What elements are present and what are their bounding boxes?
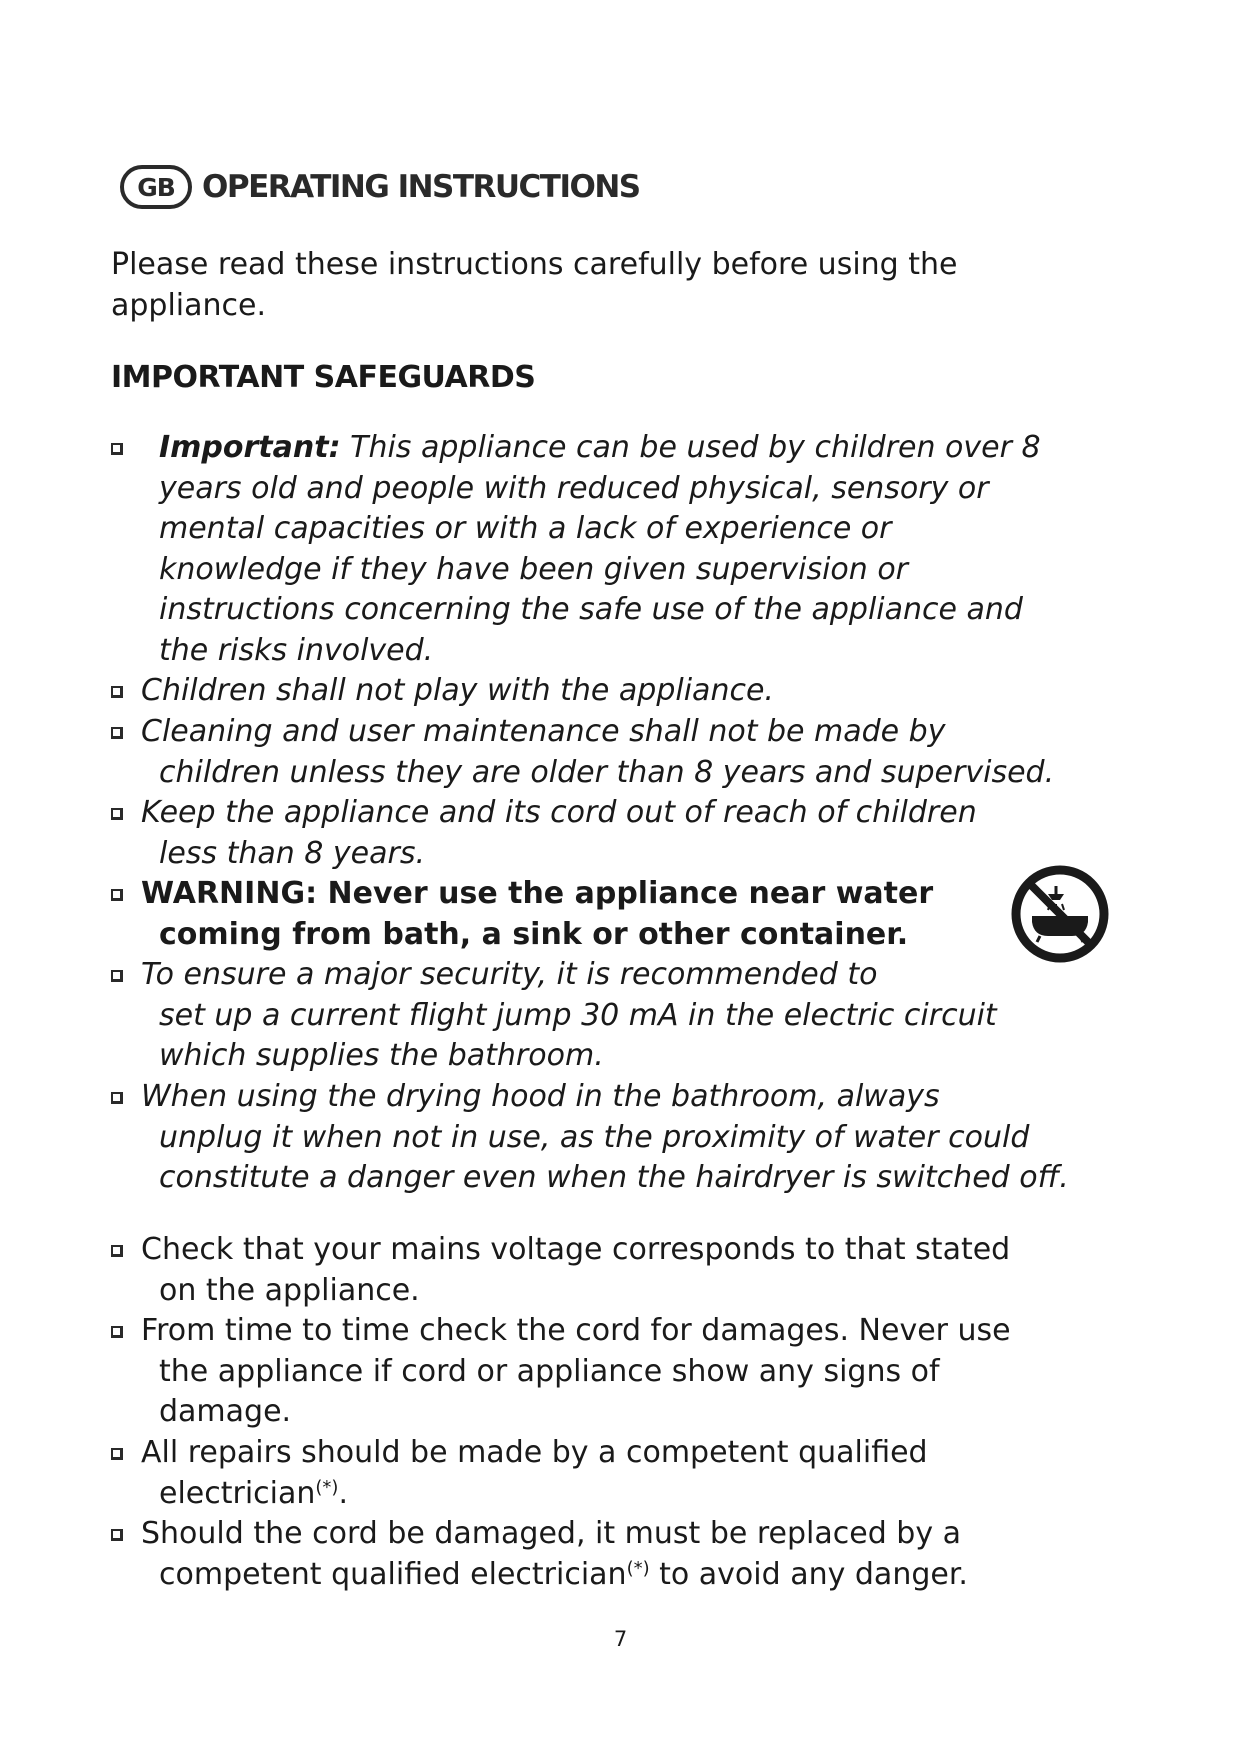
intro-line-2: appliance.	[111, 288, 267, 323]
list-item-line: years old and people with reduced physical, sensory or	[159, 470, 989, 506]
list-item-line: less than 8 years.	[159, 835, 426, 871]
list-item-text: This appliance can be used by children over 8	[340, 430, 1041, 465]
list-item-line: All repairs should be made by a competent qualified	[141, 1435, 928, 1470]
checkbox-bullet-icon	[111, 1092, 123, 1104]
list-item-cord-damaged	[111, 1514, 1131, 1595]
checkbox-bullet-icon	[111, 808, 123, 820]
list-item-drying-hood	[111, 1077, 1131, 1199]
header-title: OPERATING INSTRUCTIONS	[202, 169, 640, 205]
list-item-line: Should the cord be damaged, it must be replaced by a	[141, 1516, 962, 1551]
list-item-repairs	[111, 1433, 1131, 1514]
list-item-line: instructions concerning the safe use of the appliance and	[159, 592, 1023, 627]
list-item-line: set up a current flight jump 30 mA in the electric circuit	[159, 997, 997, 1033]
list-item-cleaning	[111, 712, 1131, 793]
checkbox-bullet-icon	[111, 889, 123, 901]
checkbox-bullet-icon	[111, 970, 123, 982]
list-item-children-play	[111, 671, 1131, 712]
list-item-text: to avoid any danger.	[649, 1556, 968, 1592]
warning-line: coming from bath, a sink or other container.	[159, 916, 909, 952]
list-item-line: on the appliance.	[159, 1272, 420, 1308]
list-item-line: When using the drying hood in the bathroom, always	[141, 1079, 940, 1114]
gb-badge: GB	[120, 165, 192, 209]
list-item-line: From time to time check the cord for damages. Never use	[141, 1313, 1011, 1348]
list-item-line: To ensure a major security, it is recommended to	[141, 957, 878, 992]
footnote-marker: (*)	[626, 1557, 650, 1579]
checkbox-bullet-icon	[111, 1245, 123, 1257]
list-item-line: Children shall not play with the appliance.	[141, 673, 774, 708]
list-item-line: knowledge if they have been given supervision or	[159, 551, 909, 587]
list-item-text: .	[338, 1475, 348, 1511]
list-item-line	[111, 1474, 1131, 1515]
document-header	[120, 160, 640, 214]
warning-line: WARNING: Never use the appliance near water	[141, 876, 934, 911]
list-item-line: mental capacities or with a lack of experience or	[159, 511, 892, 546]
intro-paragraph	[111, 244, 1071, 326]
checkbox-bullet-icon	[111, 1326, 123, 1338]
list-item-text: competent qualified electrician	[159, 1556, 627, 1592]
list-item-line	[111, 1555, 1131, 1596]
list-item-important	[111, 428, 1131, 671]
list-item-line: the risks involved.	[159, 632, 434, 668]
list-item-line	[111, 428, 1131, 469]
intro-line-1: Please read these instructions carefully before using the	[111, 247, 958, 282]
checkbox-bullet-icon	[111, 727, 123, 739]
list-item-line: constitute a danger even when the hairdryer is switched off.	[159, 1160, 1069, 1195]
footnote-marker: (*)	[315, 1476, 339, 1498]
list-item-line: unplug it when not in use, as the proximity of water could	[159, 1119, 1030, 1155]
list-item-line: Cleaning and user maintenance shall not be made by	[141, 714, 946, 749]
list-item-voltage	[111, 1230, 1131, 1311]
list-item-line: Check that your mains voltage corresponds to that stated	[141, 1232, 1011, 1267]
checkbox-bullet-icon	[111, 1448, 123, 1460]
list-item-line: children unless they are older than 8 years and supervised.	[159, 754, 1055, 790]
list-item-line: the appliance if cord or appliance show any signs of	[159, 1353, 940, 1389]
section-title: IMPORTANT SAFEGUARDS	[111, 360, 536, 395]
page-number: 7	[613, 1627, 628, 1651]
list-item-line: damage.	[159, 1394, 292, 1429]
list-item-cord-check	[111, 1311, 1131, 1433]
important-label: Important:	[159, 430, 341, 465]
no-bath-water-icon	[1010, 864, 1110, 964]
checkbox-bullet-icon	[111, 443, 123, 455]
list-item-text: electrician	[159, 1475, 316, 1511]
list-item-security	[111, 955, 1131, 1077]
list-item-line: Keep the appliance and its cord out of reach of children	[141, 795, 977, 830]
checkbox-bullet-icon	[111, 1529, 123, 1541]
checkbox-bullet-icon	[111, 686, 123, 698]
list-item-keep-away	[111, 793, 1131, 874]
list-item-warning	[111, 874, 1131, 955]
list-item-line: which supplies the bathroom.	[159, 1038, 604, 1073]
